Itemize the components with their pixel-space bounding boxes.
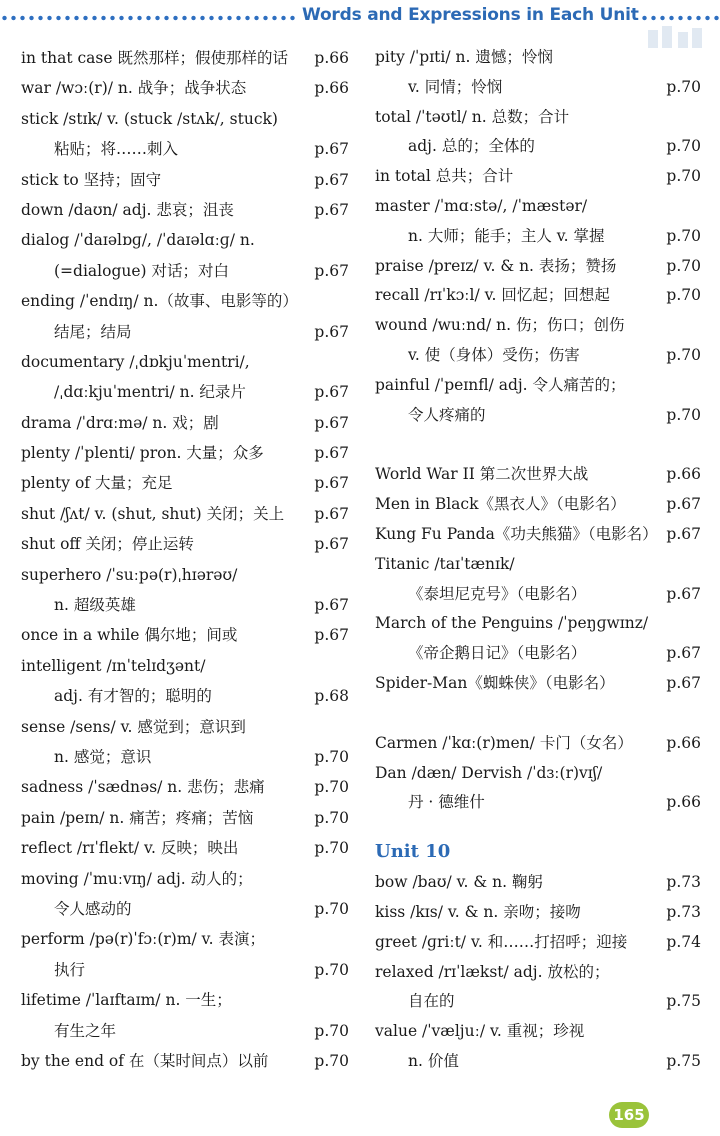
- entry-text: painful /ˈpeɪnfl/ adj. 令人痛苦的；: [375, 375, 626, 394]
- entry-page-ref: p.75: [666, 992, 701, 1011]
- vocab-entry: [375, 580, 701, 610]
- entry-page-ref: p.70: [314, 839, 349, 858]
- entry-text: plenty of 大量；充足: [21, 474, 173, 493]
- vocab-entry: [375, 281, 701, 311]
- entry-text: 结尾；结局: [54, 322, 132, 341]
- vocab-entry: [21, 43, 349, 73]
- vocabulary-column-left: [21, 43, 349, 1076]
- vocab-entry: [21, 560, 349, 590]
- entry-text: Dan /dæn/ Dervish /ˈdɜː(r)vɪʃ/: [375, 763, 603, 782]
- vocab-entry: [375, 609, 701, 639]
- section-gap: [375, 699, 701, 729]
- vocab-entry: [375, 103, 701, 133]
- vocab-entry: [21, 317, 349, 347]
- vocab-entry: [375, 639, 701, 669]
- vocab-entry: [21, 286, 349, 316]
- entry-page-ref: p.70: [314, 747, 349, 766]
- entry-text: dialog /ˈdaɪəlɒɡ/, /ˈdaɪəlɑːɡ/ n.: [21, 231, 255, 250]
- entry-text: total /ˈtəʊtl/ n. 总数；合计: [375, 107, 570, 126]
- vocab-entry: [375, 1047, 701, 1077]
- header-dots-right: [640, 15, 720, 21]
- entry-text: pain /peɪn/ n. 痛苦；疼痛；苦恼: [21, 808, 254, 827]
- vocab-entry: [21, 104, 349, 134]
- entry-page-ref: p.67: [314, 200, 349, 219]
- entry-text: ending /ˈendɪŋ/ n.（故事、电影等的）: [21, 292, 298, 311]
- vocab-entry: [375, 371, 701, 401]
- vocab-entry: [21, 681, 349, 711]
- vocab-entry: [375, 311, 701, 341]
- vocab-entry: [375, 401, 701, 431]
- entry-page-ref: p.70: [314, 899, 349, 918]
- entry-text: Carmen /ˈkɑː(r)men/ 卡门（女名）: [375, 733, 633, 752]
- entry-text: shut off 关闭；停止运转: [21, 535, 194, 554]
- vocab-entry: [375, 987, 701, 1017]
- entry-text: n. 价值: [408, 1051, 459, 1070]
- vocab-entry: [21, 529, 349, 559]
- vocab-entry: [21, 833, 349, 863]
- vocab-entry: [21, 195, 349, 225]
- entry-page-ref: p.67: [314, 596, 349, 615]
- entry-page-ref: p.70: [666, 286, 701, 305]
- unit-heading: Unit 10: [375, 841, 451, 863]
- vocab-entry: [375, 898, 701, 928]
- entry-text: 令人疼痛的: [408, 405, 486, 424]
- entry-text: Spider-Man《蜘蛛侠》（电影名）: [375, 673, 615, 692]
- header-dots-left: [0, 15, 296, 21]
- entry-page-ref: p.74: [666, 932, 701, 951]
- vocab-entry: [21, 468, 349, 498]
- vocab-entry: [21, 712, 349, 742]
- entry-page-ref: p.70: [314, 960, 349, 979]
- entry-page-ref: p.70: [666, 167, 701, 186]
- entry-page-ref: p.66: [314, 79, 349, 98]
- entry-text: stick to 坚持；固守: [21, 170, 162, 189]
- vocab-entry: [375, 252, 701, 282]
- entry-page-ref: p.67: [314, 322, 349, 341]
- vocab-entry: [21, 651, 349, 681]
- entry-text: 《帝企鹅日记》（电影名）: [408, 644, 587, 663]
- vocab-entry: [21, 377, 349, 407]
- section-gap: [375, 430, 701, 460]
- vocabulary-column-right: [375, 43, 701, 1077]
- entry-text: Titanic /taɪˈtænɪk/: [375, 554, 515, 573]
- entry-page-ref: p.67: [666, 524, 701, 543]
- entry-text: v. 同情；怜悯: [408, 77, 503, 96]
- vocab-entry: [375, 788, 701, 818]
- entry-text: kiss /kɪs/ v. & n. 亲吻；接吻: [375, 902, 581, 921]
- entry-page-ref: p.70: [666, 226, 701, 245]
- vocab-entry: [21, 165, 349, 195]
- vocab-entry: [375, 520, 701, 550]
- entry-page-ref: p.67: [666, 673, 701, 692]
- vocab-entry: [21, 1046, 349, 1076]
- vocab-entry: [21, 803, 349, 833]
- entry-text: relaxed /rɪˈlækst/ adj. 放松的；: [375, 962, 610, 981]
- entry-text: pity /ˈpɪti/ n. 遗憾；怜悯: [375, 48, 553, 66]
- vocab-entry: [375, 550, 701, 580]
- entry-page-ref: p.67: [314, 170, 349, 189]
- entry-text: war /wɔː(r)/ n. 战争；战争状态: [21, 79, 247, 98]
- entry-page-ref: p.70: [666, 345, 701, 364]
- entry-text: adj. 有才智的；聪明的: [54, 687, 212, 706]
- vocab-entry: [375, 868, 701, 898]
- vocab-entry: [375, 958, 701, 988]
- entry-page-ref: p.66: [666, 733, 701, 752]
- entry-text: 丹 · 德维什: [408, 793, 485, 812]
- entry-page-ref: p.70: [314, 1051, 349, 1070]
- entry-page-ref: p.68: [314, 687, 349, 706]
- entry-text: superhero /ˈsuːpə(r)ˌhɪərəʊ/: [21, 565, 238, 584]
- entry-text: 《泰坦尼克号》（电影名）: [408, 584, 587, 603]
- vocab-entry: [21, 894, 349, 924]
- entry-page-ref: p.67: [314, 383, 349, 402]
- vocab-entry: [375, 73, 701, 103]
- entry-text: wound /wuːnd/ n. 伤；伤口；创伤: [375, 316, 625, 335]
- entry-text: down /daʊn/ adj. 悲哀；沮丧: [21, 200, 234, 219]
- entry-page-ref: p.67: [314, 504, 349, 523]
- vocab-entry: [375, 192, 701, 222]
- vocab-entry: [21, 73, 349, 103]
- entry-text: in that case 既然那样；假使那样的话: [21, 49, 288, 67]
- entry-text: Kung Fu Panda《功夫熊猫》（电影名）: [375, 524, 658, 543]
- entry-page-ref: p.67: [314, 535, 349, 554]
- entry-text: n. 大师；能手；主人 v. 掌握: [408, 226, 605, 245]
- page-header: [0, 0, 720, 34]
- entry-page-ref: p.73: [666, 902, 701, 921]
- entry-page-ref: p.66: [314, 49, 349, 67]
- entry-text: World War II 第二次世界大战: [375, 465, 589, 484]
- vocab-entry: [21, 225, 349, 255]
- entry-text: lifetime /ˈlaɪftaɪm/ n. 一生；: [21, 991, 232, 1010]
- vocab-entry: [375, 132, 701, 162]
- entry-page-ref: p.67: [314, 261, 349, 280]
- entry-page-ref: p.66: [666, 793, 701, 812]
- entry-text: master /ˈmɑːstə/, /ˈmæstər/: [375, 196, 588, 215]
- vocab-entry: [375, 1017, 701, 1047]
- vocab-entry: [21, 955, 349, 985]
- entry-text: by the end of 在（某时间点）以前: [21, 1051, 269, 1070]
- page-number-badge: 165: [609, 1102, 649, 1128]
- vocab-entry: [21, 742, 349, 772]
- vocab-entry: [21, 620, 349, 650]
- entry-text: v. 使（身体）受伤；伤害: [408, 345, 580, 364]
- entry-text: Men in Black《黑衣人》（电影名）: [375, 495, 626, 514]
- entry-text: 有生之年: [54, 1021, 117, 1040]
- vocab-entry: [21, 347, 349, 377]
- entry-text: intelligent /ɪnˈtelɪdʒənt/: [21, 656, 206, 675]
- vocab-entry: [375, 222, 701, 252]
- vocab-entry: [21, 772, 349, 802]
- entry-page-ref: p.66: [666, 465, 701, 484]
- entry-page-ref: p.67: [666, 644, 701, 663]
- entry-text: moving /ˈmuːvɪŋ/ adj. 动人的；: [21, 869, 253, 888]
- entry-page-ref: p.70: [314, 1021, 349, 1040]
- vocab-entry: [21, 256, 349, 286]
- vocab-entry: [21, 499, 349, 529]
- entry-page-ref: p.70: [666, 77, 701, 96]
- entry-text: sense /sens/ v. 感觉到；意识到: [21, 717, 246, 736]
- vocab-entry: [21, 924, 349, 954]
- entry-page-ref: p.75: [666, 1051, 701, 1070]
- page-title: Words and Expressions in Each Unit: [302, 5, 639, 25]
- entry-page-ref: p.67: [314, 626, 349, 645]
- vocab-entry: [375, 928, 701, 958]
- entry-page-ref: p.70: [666, 256, 701, 275]
- vocab-entry: [21, 864, 349, 894]
- vocab-entry: [21, 134, 349, 164]
- entry-page-ref: p.67: [666, 495, 701, 514]
- vocab-entry: [21, 408, 349, 438]
- vocab-entry: [375, 669, 701, 699]
- entry-text: greet /ɡriːt/ v. 和……打招呼；迎接: [375, 932, 628, 951]
- vocab-entry: [21, 1016, 349, 1046]
- entry-page-ref: p.70: [314, 808, 349, 827]
- entry-text: (=dialogue) 对话；对白: [54, 261, 229, 280]
- vocab-entry: [375, 341, 701, 371]
- entry-text: once in a while 偶尔地；间或: [21, 626, 238, 645]
- entry-text: shut /ʃʌt/ v. (shut, shut) 关闭；关上: [21, 504, 285, 523]
- entry-page-ref: p.67: [314, 474, 349, 493]
- entry-text: 令人感动的: [54, 899, 132, 918]
- vocab-entry: [375, 490, 701, 520]
- entry-text: March of the Penguins /ˈpeŋɡwɪnz/: [375, 614, 649, 633]
- entry-text: adj. 总的；全体的: [408, 137, 535, 156]
- vocab-entry: [375, 729, 701, 759]
- entry-page-ref: p.70: [666, 137, 701, 156]
- vocab-entry: [375, 460, 701, 490]
- entry-page-ref: p.67: [314, 444, 349, 463]
- vocab-entry: [21, 438, 349, 468]
- vocab-entry: [375, 759, 701, 789]
- entry-text: sadness /ˈsædnəs/ n. 悲伤；悲痛: [21, 778, 265, 797]
- entry-text: n. 超级英雄: [54, 596, 136, 615]
- entry-text: n. 感觉；意识: [54, 747, 152, 766]
- entry-text: documentary /ˌdɒkjuˈmentri/,: [21, 352, 250, 371]
- entry-text: plenty /ˈplenti/ pron. 大量；众多: [21, 444, 264, 463]
- entry-text: 执行: [54, 960, 86, 979]
- entry-text: 粘贴；将……刺入: [54, 140, 179, 159]
- vocab-entry: [375, 162, 701, 192]
- entry-text: stick /stɪk/ v. (stuck /stʌk/, stuck): [21, 109, 278, 128]
- entry-page-ref: p.70: [666, 405, 701, 424]
- entry-page-ref: p.67: [314, 413, 349, 432]
- entry-text: 自在的: [408, 992, 455, 1011]
- entry-text: reflect /rɪˈflekt/ v. 反映；映出: [21, 839, 239, 858]
- entry-page-ref: p.67: [666, 584, 701, 603]
- entry-page-ref: p.70: [314, 778, 349, 797]
- entry-text: value /ˈvæljuː/ v. 重视；珍视: [375, 1022, 585, 1041]
- entry-text: recall /rɪˈkɔːl/ v. 回忆起；回想起: [375, 286, 610, 305]
- section-gap: [375, 818, 701, 836]
- entry-text: perform /pə(r)ˈfɔː(r)m/ v. 表演；: [21, 930, 265, 949]
- entry-text: in total 总共；合计: [375, 167, 514, 186]
- entry-text: praise /preɪz/ v. & n. 表扬；赞扬: [375, 256, 617, 275]
- entry-text: bow /baʊ/ v. & n. 鞠躬: [375, 873, 543, 892]
- vocab-entry: [375, 43, 701, 73]
- entry-text: /ˌdɑːkjuˈmentri/ n. 纪录片: [54, 383, 246, 402]
- vocab-entry: [21, 590, 349, 620]
- entry-text: drama /ˈdrɑːmə/ n. 戏；剧: [21, 413, 219, 432]
- entry-page-ref: p.73: [666, 873, 701, 892]
- entry-page-ref: p.67: [314, 140, 349, 159]
- vocab-entry: [21, 985, 349, 1015]
